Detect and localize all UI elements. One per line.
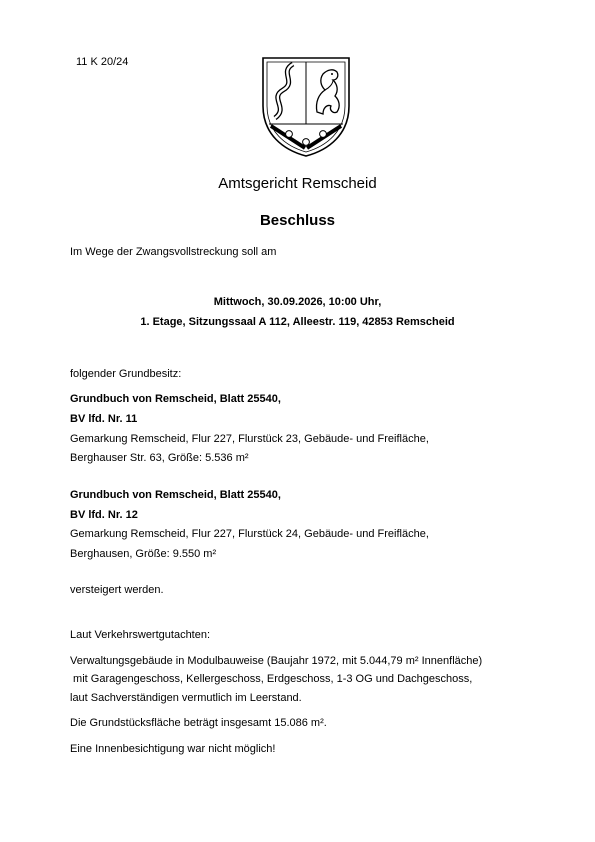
- property-register: Grundbuch von Remscheid, Blatt 25540,: [70, 489, 281, 501]
- appraisal-line: Verwaltungsgebäude in Modulbauweise (Baujahr 1972, mit 5.044,79 m² Innenfläche): [70, 655, 483, 667]
- appraisal-label: Laut Verkehrswertgutachten:: [70, 629, 211, 641]
- property-parcel: Gemarkung Remscheid, Flur 227, Flurstück 23, Gebäude- und Freifläche,: [70, 433, 429, 445]
- appraisal-line: laut Sachverständigen vermutlich im Leerstand.: [70, 692, 302, 704]
- area-note: Die Grundstücksfläche beträgt insgesamt 15.086 m².: [70, 717, 327, 729]
- property-label: folgender Grundbesitz:: [70, 368, 182, 380]
- property-register: Grundbuch von Remscheid, Blatt 25540,: [70, 393, 281, 405]
- inspection-note: Eine Innenbesichtigung war nicht möglich!: [70, 743, 276, 755]
- intro-text: Im Wege der Zwangsvollstreckung soll am: [70, 246, 277, 258]
- property-address: Berghauser Str. 63, Größe: 5.536 m²: [70, 452, 249, 464]
- nrw-coat-of-arms-icon: [259, 54, 353, 158]
- court-name: Amtsgericht Remscheid: [218, 175, 377, 192]
- property-parcel: Gemarkung Remscheid, Flur 227, Flurstück 24, Gebäude- und Freifläche,: [70, 528, 429, 540]
- case-number: 11 K 20/24: [76, 56, 129, 68]
- appointment-date: Mittwoch, 30.09.2026, 10:00 Uhr,: [213, 296, 382, 308]
- property-entry: BV lfd. Nr. 11: [70, 413, 138, 425]
- appraisal-line: mit Garagengeschoss, Kellergeschoss, Erdgeschoss, 1-3 OG und Dachgeschoss,: [70, 673, 473, 685]
- property-address: Berghausen, Größe: 9.550 m²: [70, 548, 217, 560]
- auction-text: versteigert werden.: [70, 584, 164, 596]
- document-title: Beschluss: [259, 212, 336, 229]
- appointment-location: 1. Etage, Sitzungssaal A 112, Alleestr. 119, 42853 Remscheid: [140, 316, 455, 328]
- property-entry: BV lfd. Nr. 12: [70, 509, 138, 521]
